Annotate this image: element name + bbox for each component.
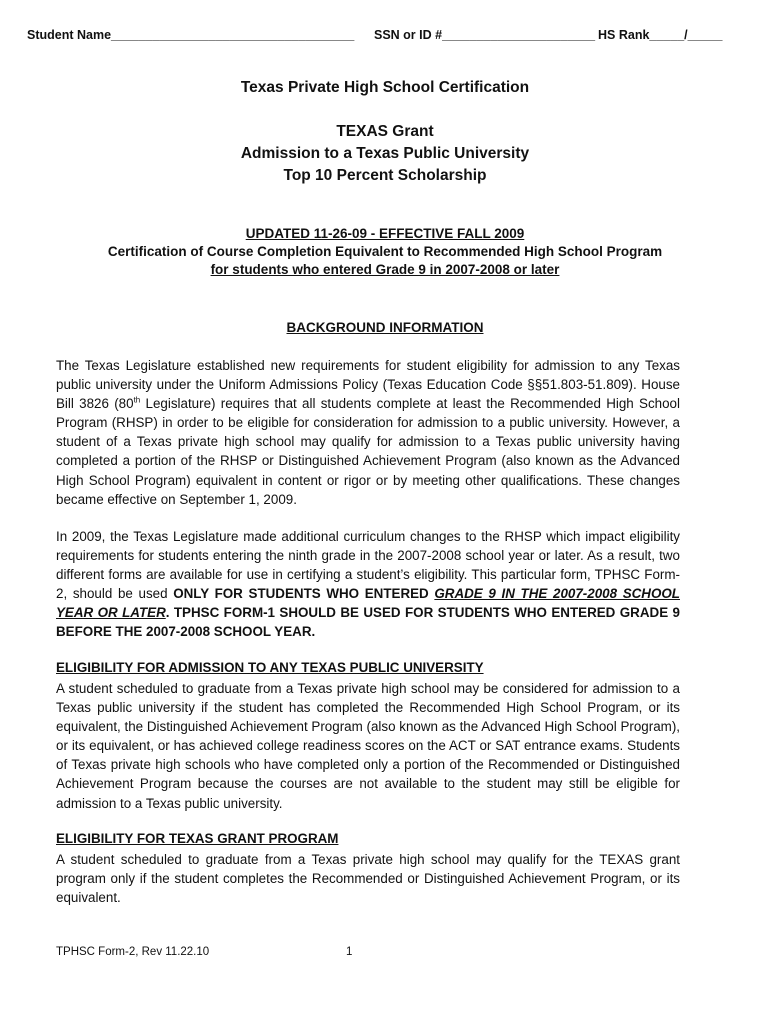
- hs-rank-field[interactable]: HS Rank_____/_____: [598, 28, 723, 42]
- subtitle-scholarship: Top 10 Percent Scholarship: [283, 167, 487, 184]
- background-paragraph-2: In 2009, the Texas Legislature made additional curriculum changes to the RHSP which impact eligibility requirements for students entering the ninth grade in the 2007-2008 school year or later. As a result, two different forms are available for use in certifying a student’s eligibility. This particular form, TPHSC Form-2, should be used ONLY FOR STUDENTS WHO ENTERED GRADE 9 IN THE 2007-2008 SCHOOL YEAR OR LATER. TPHSC FORM-1 SHOULD BE USED FOR STUDENTS WHO ENTERED GRADE 9 BEFORE THE 2007-2008 SCHOOL YEAR.: [56, 529, 680, 640]
- grant-eligibility-heading: ELIGIBILITY FOR TEXAS GRANT PROGRAM: [56, 831, 339, 846]
- student-name-field[interactable]: Student Name___________________________________: [27, 28, 355, 42]
- footer-form-id: TPHSC Form-2, Rev 11.22.10: [56, 946, 210, 958]
- subtitle-texas-grant: TEXAS Grant: [336, 123, 434, 140]
- ssn-field[interactable]: SSN or ID #______________________: [374, 28, 596, 42]
- subtitle-admission: Admission to a Texas Public University: [240, 145, 530, 162]
- certification-heading: Certification of Course Completion Equivalent to Recommended High School Program: [107, 244, 663, 259]
- grant-eligibility-text: A student scheduled to graduate from a Texas private high school may qualify for the TEXAS grant program only if the student completes the Recommended or Distinguished Achievement Program, or its equivalent.: [56, 852, 680, 906]
- page-title: Texas Private High School Certification: [240, 79, 530, 96]
- update-notice: UPDATED 11-26-09 - EFFECTIVE FALL 2009: [245, 226, 525, 241]
- grade-scope-note: for students who entered Grade 9 in 2007-2008 or later: [210, 262, 560, 277]
- background-heading: BACKGROUND INFORMATION: [286, 320, 484, 335]
- admission-eligibility-heading: ELIGIBILITY FOR ADMISSION TO ANY TEXAS PUBLIC UNIVERSITY: [56, 660, 484, 675]
- background-paragraph-1: The Texas Legislature established new requirements for student eligibility for admission to any Texas public university under the Uniform Admissions Policy (Texas Education Code §§51.803-51.809). House Bill 3826 (80th Legislature) requires that all students complete at least the Recommended High School Program (RHSP) in order to be eligible for consideration for admission to a public university. However, a student of a Texas private high school may qualify for admission to a Texas public university having completed a portion of the RHSP or Distinguished Achievement Program (also known as the Advanced High School Program) equivalent in content or rigor or by meeting other qualifications. These changes became effective on September 1, 2009.: [56, 358, 680, 507]
- admission-eligibility-text: A student scheduled to graduate from a Texas private high school may be considered for admission to a Texas public university if the student has completed the Recommended High School Program, or its equivalent, the Distinguished Achievement Program (also known as the Advanced High School Program), or its equivalent, or has achieved college readiness scores on the ACT or SAT entrance exams. Students of Texas private high schools who have completed only a portion of the Recommended or Distinguished Achievement Program because the courses are not available to the student may still be eligible for admission to a Texas public university.: [56, 681, 680, 811]
- page-number: 1: [346, 946, 353, 958]
